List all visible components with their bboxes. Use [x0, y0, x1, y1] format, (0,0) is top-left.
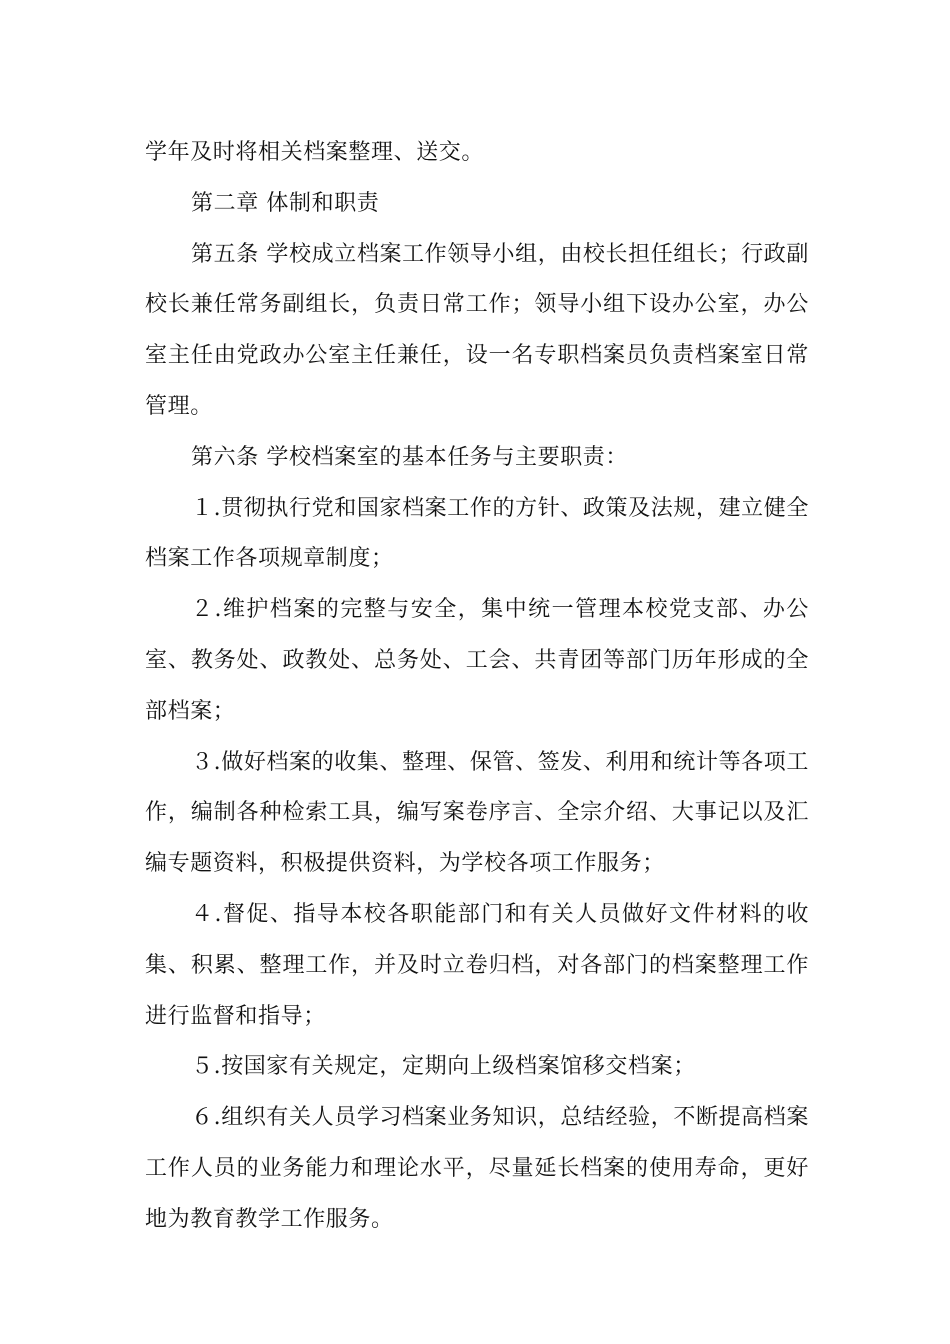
article-5: 第五条 学校成立档案工作领导小组，由校长担任组长；行政副校长兼任常务副组长，负责日常工作；领导小组下设办公室，办公室主任由党政办公室主任兼任，设一名专职档案员负责档案室日常管理。	[145, 241, 809, 419]
article-6: 第六条 学校档案室的基本任务与主要职责：	[191, 444, 628, 470]
duty-item-5: ５.按国家有关规定，定期向上级档案馆移交档案；	[191, 1054, 696, 1080]
chapter-heading: 第二章 体制和职责	[191, 190, 380, 216]
duty-item-2: ２.维护档案的完整与安全，集中统一管理本校党支部、办公室、教务处、政教处、总务处、工会、共青团等部门历年形成的全部档案；	[145, 597, 809, 724]
duty-item-6: ６.组织有关人员学习档案业务知识，总结经验，不断提高档案工作人员的业务能力和理论水平，尽量延长档案的使用寿命，更好地为教育教学工作服务。	[145, 1105, 809, 1232]
paragraph-continuation: 学年及时将相关档案整理、送交。	[145, 140, 485, 165]
duty-item-4: ４.督促、指导本校各职能部门和有关人员做好文件材料的收集、积累、整理工作，并及时立卷归档，对各部门的档案整理工作进行监督和指导；	[145, 901, 809, 1029]
document-body	[145, 128, 809, 1246]
duty-item-3: ３.做好档案的收集、整理、保管、签发、利用和统计等各项工作，编制各种检索工具，编写案卷序言、全宗介绍、大事记以及汇编专题资料，积极提供资料，为学校各项工作服务；	[145, 749, 809, 877]
duty-item-1: １.贯彻执行党和国家档案工作的方针、政策及法规，建立健全档案工作各项规章制度；	[145, 495, 809, 572]
